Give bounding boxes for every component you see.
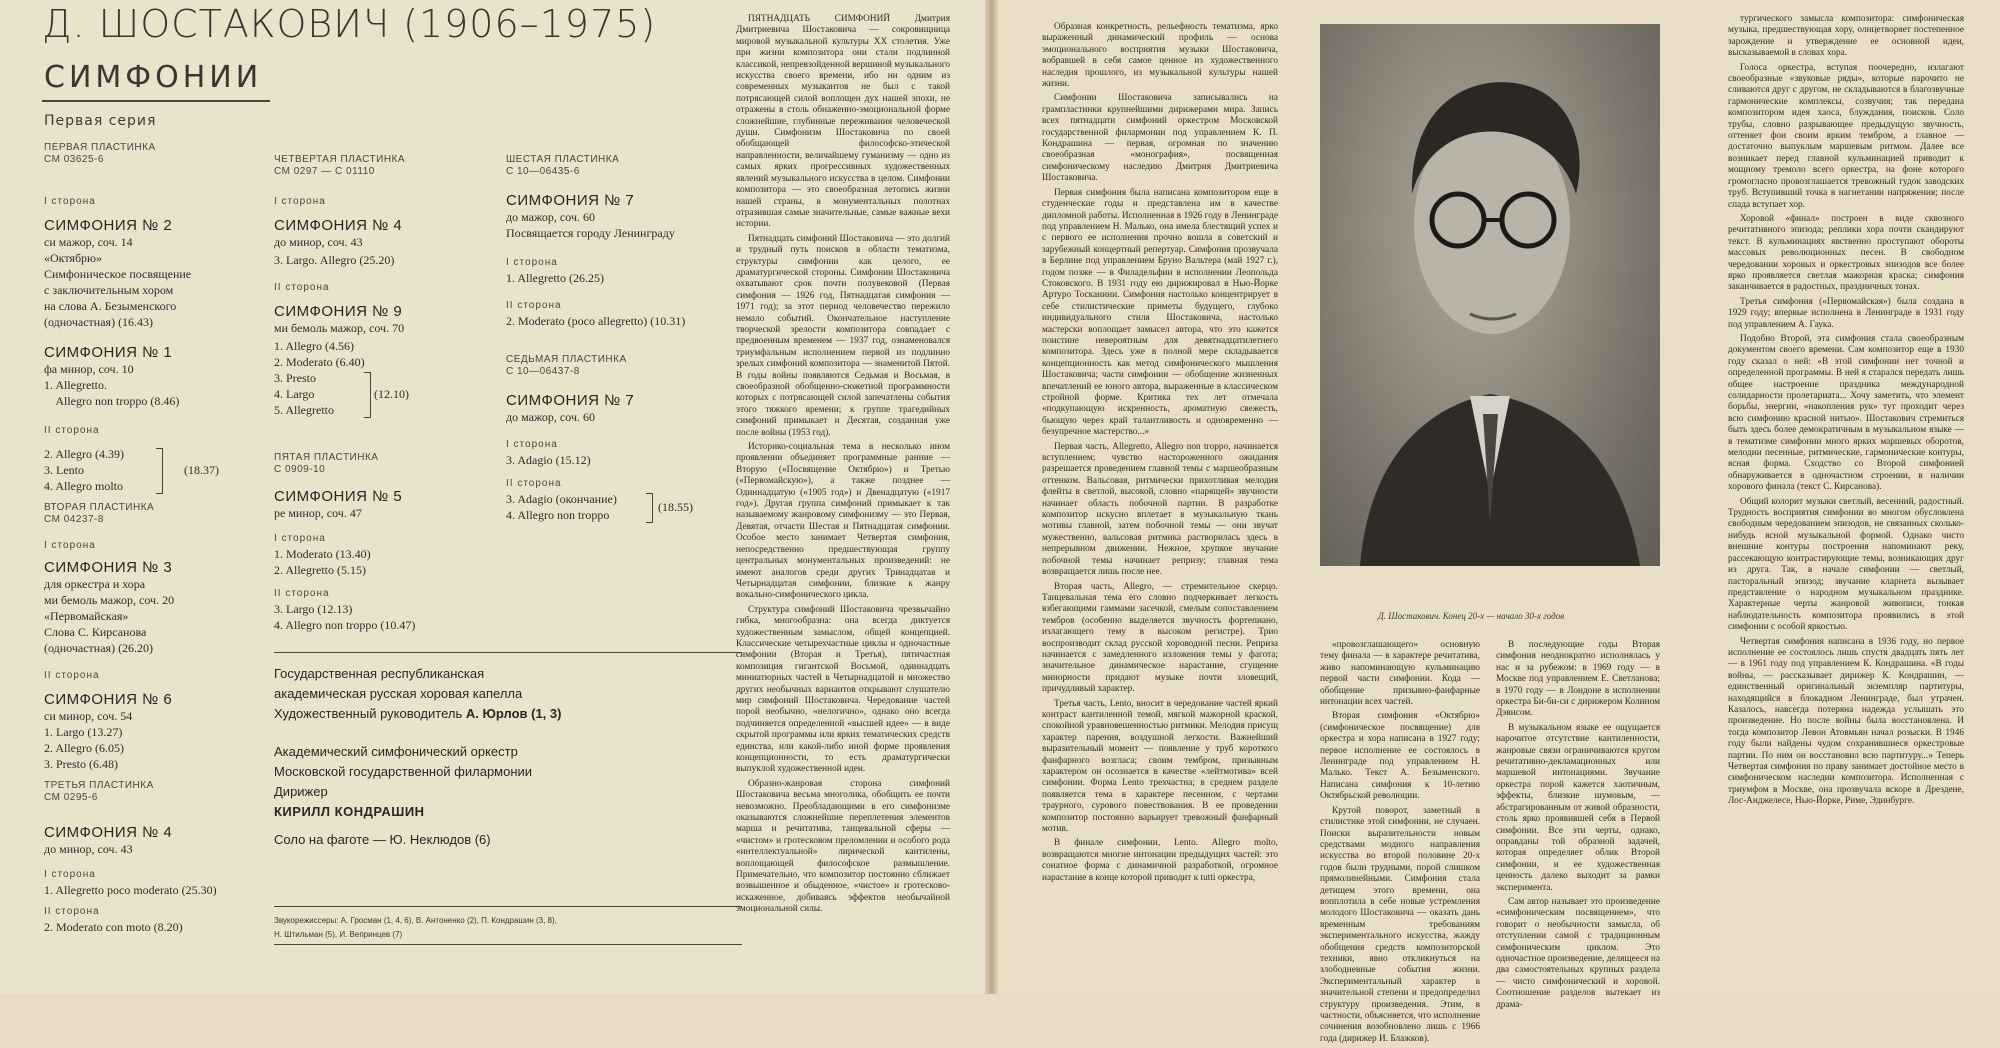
symphony-title: СИМФОНИЯ № 4 [44, 824, 173, 841]
page-subtitle: СИМФОНИИ [44, 60, 263, 95]
sound-engineers: Звукорежиссеры: А. Гросман (1, 4, 6), В. Антоненко (2), П. Кондрашин (3, 8), Н. Штильман (5), И. Вепринцев (7) [274, 916, 557, 939]
symphony-desc: до минор, соч. 43 [274, 235, 363, 249]
performers-rule [274, 652, 742, 653]
plate-label: ВТОРАЯ ПЛАСТИНКА [44, 502, 155, 513]
performers [274, 664, 744, 850]
plate-5 [274, 452, 504, 633]
movement: 4. Allegro non troppo [506, 508, 610, 522]
symphony-title: СИМФОНИЯ № 9 [274, 303, 403, 320]
plate-6 [506, 154, 746, 329]
movement: 3. Presto (6.48) [44, 757, 118, 771]
side-label: I сторона [44, 540, 96, 551]
plate-catalog: СМ 0295-6 [44, 792, 98, 803]
essay-paragraph: Третья часть, Lento, вносит в чередование частей яркий контраст кантиленной темой, мягкой мажорной краской, спокойной уравновешенностью ритмики. Мелодия присущ характер парения, воздушной легкости. Важнейший выразительный момент — появление у труб короткого фанфарного возгласа; своим тембром, призывным характером он осознается в качестве «лейтмотива» всей симфонии. Форма Lento трехчастна; в среднем разделе появляется тема в характере песенном, с чертами траурного, сурового повествования. В ее проведении композитор постоянно варьирует тревожный фанфарный мотив. [1042, 698, 1278, 835]
plate-7 [506, 354, 746, 523]
plate-label: СЕДЬМАЯ ПЛАСТИНКА [506, 354, 627, 365]
symphony-title: СИМФОНИЯ № 7 [506, 392, 635, 409]
portrait-illustration [1320, 24, 1660, 566]
right-page [998, 0, 2000, 1044]
side-label: II сторона [44, 670, 100, 681]
plate-catalog: С 10—06435-6 [506, 166, 580, 177]
plate-1 [44, 142, 284, 494]
movement: 2. Allegro (6.05) [44, 741, 124, 755]
movement: 1. Allegretto poco moderato (25.30) [44, 883, 217, 897]
plate-catalog: С 0909-10 [274, 464, 326, 475]
movement: 2. Moderato con moto (8.20) [44, 920, 183, 934]
conductor-name: КИРИЛЛ КОНДРАШИН [274, 804, 425, 819]
essay-paragraph: Первая часть, Allegretto, Allegro non troppo, начинается вступлением; чувство настороженного ожидания разрешается проведением главной темы с маршеобразным оттенком. Вальсовая, ритмически прихотливая мелодия флейты в светлой, высокой, словно «парящей» звучности начинает область побочной партии. В разработке композитор искусно вплетает в музыкальную ткань мотивы главной, затем побочной темы — они звучат мужественно, вальсовая ритмика растворилась здесь в непрерывном движении. Нежное, хрупкое звучание побочной темы начинает репризу; главная тема возвращается лишь после нее. [1042, 441, 1278, 578]
essay-paragraph: Третья симфония («Первомайская») была создана в 1929 году; впервые исполнена в Ленинграде в 1931 году под управлением А. Гаука. [1728, 296, 1964, 330]
orchestra-name: Академический симфонический оркестр Московской государственной филармонии [274, 744, 533, 779]
symphony-desc: для оркестра и хора ми бемоль мажор, соч. 20 «Первомайская» Слова С. Кирсанова (одночастная) (26.20) [44, 577, 175, 655]
engineers-rule [274, 906, 742, 907]
symphony-desc: си минор, соч. 54 [44, 709, 133, 723]
essay-paragraph: Голоса оркестра, вступая поочередно, излагают своеобразные «звуковые ряды», которые нарочито не сливаются друг с другом, не складываются в благозвучные гармонические комплексы, созвучия; так передана композитором идея хаоса, блуждания, поисков. Соло трубы, словно разрывающее предыдущую звучность, оттеняет фон своим ярким тембром, а главное — достаточно выпуклым маршевым ритмом. Далее все возникает перед главной кульминацией приводит к мощному тремоло всего оркестра, на фоне которого громогласно провозглашается тревожный гудок заводских труб. Вступивший точка в нагнетании напряжения; после спада вступает хор. [1728, 62, 1964, 210]
plate-label: ПЯТАЯ ПЛАСТИНКА [274, 452, 379, 463]
essay-paragraph: тургического замысла композитора: симфоническая музыка, предшествующая хору, олицетворяет постепенное зарождение и утверждение ее основной идеи, высказываемой в словах хора. [1728, 14, 1964, 59]
essay-paragraph: В финале симфонии, Lento. Allegro molto, возвращаются многие интонации предыдущих частей: это сонатное форма с динамичной разработкой, огромное нарастание в конце которой приводит к tutti оркестра, [1042, 838, 1278, 883]
symphony-title: СИМФОНИЯ № 4 [274, 217, 403, 234]
movement: 3. Adagio (окончание) [506, 492, 617, 506]
side-label: I сторона [274, 196, 326, 207]
essay-paragraph: ПЯТНАДЦАТЬ СИМФОНИЙ Дмитрия Дмитриевича Шостаковича — сокровищница мировой музыкальной культуры XX столетия. Уже при жизни композитора они стали подлинной классикой, непревзойденной вершиной музыкального искусства своего времени, ибо ни одним из современных музыкантов не был с такой потрясающей силой воплощен дух нашей эпохи, не отражены в столь обнаженно-эмоциональной форме сложнейшие, глубинные переживания человеческой души. Симфонизм Шостаковича по своей обобщающей философско-этической направленности, величайшему гуманизму — одно из самых ярких прогрессивных художественных явлений музыкального искусства в целом. Симфонии композитора — это своеобразная летопись жизни нашей страны, в монументальных полотнах отразившая самые значительные, самые важные вехи истории. [736, 14, 951, 230]
symphony-title: СИМФОНИЯ № 3 [44, 559, 173, 576]
movement: 4. Allegro molto [44, 479, 123, 493]
choir-director-label: Художественный руководитель [274, 706, 466, 721]
group-time: (12.10) [374, 387, 409, 401]
plate-catalog: С 10—06437-8 [506, 366, 580, 377]
essay-paragraph: В последующие годы Вторая симфония неоднократно исполнялась у нас и за рубежом: в 1969 году — в Москве под управлением Е. Светланова; в 1970 году — в Лондоне в исполнении оркестра Би-би-си с дирижером Колином Дэвисом. [1496, 640, 1660, 719]
plate-label: ЧЕТВЕРТАЯ ПЛАСТИНКА [274, 154, 406, 165]
essay-paragraph: Подобно Второй, эта симфония стала своеобразным документом своего времени. Сам композитор еще в 1930 году сказал о ней: «В этой симфонии нет точной и определенной программы. В ней я старался передать лишь общее настроение праздника международной солидарности пролетариата... Хочу заметить, что элемент борьбы, энергии, «накопления рук» тут проходит через всю симфонию красной нитью». Шостакович стремиться быть здесь более демократичным в музыкальном языке — в тематизме симфонии много ярких маршевых оборотов, мелодии песенные, ритмические, гармонические контуры, ясная форма. Сходство со Второй симфонией обнаруживается в одночастном строении, в наличии хорового финала (текст С. Кирсанова). [1728, 333, 1964, 493]
side-label: II сторона [44, 906, 100, 917]
movement: 3. Largo. Allegro (25.20) [274, 253, 395, 267]
symphony-desc: фа минор, соч. 10 [44, 362, 134, 376]
choir-name: Государственная республиканская академическая русская хоровая капелла [274, 666, 523, 701]
side-label: I сторона [274, 533, 326, 544]
movement: Allegro non troppo (8.46) [44, 394, 180, 408]
essay-column-5 [1728, 14, 1964, 811]
movement: 2. Allegretto (5.15) [274, 563, 366, 577]
plate-label: ТРЕТЬЯ ПЛАСТИНКА [44, 780, 154, 791]
plate-catalog: СМ 0297 — С 01110 [274, 166, 375, 177]
essay-paragraph: Вторая симфония «Октябрю» (симфоническое посвящение) для оркестра и хора написана в 1927 году; первое исполнение ее состоялось в Ленинграде под управлением Н. Малько. Текст А. Безыменского. Написана симфония к 10-летию Октябрьской революции. [1320, 711, 1480, 802]
movement: 3. Adagio (15.12) [506, 453, 591, 467]
essay-paragraph: Хоровой «финал» построен в виде сквозного речитативного эпизода; реплики хора почти скандируют текст. В кульминациях явственно проступают обороты массовых революционных песен. В свободном чередовании хоровых и оркестровых эпизодов все более ярко проявляется светлая мажорная краска; симфония заканчивается в радостных, праздничных тонах. [1728, 213, 1964, 293]
movement: 1. Allegretto (26.25) [506, 271, 604, 285]
group-bracket [156, 448, 163, 494]
essay-paragraph: Первая симфония была написана композитором еще в студенческие годы и представлена им в качестве дипломной работы. Исполненная в 1926 году в Ленинграде под управлением Н. Малько, она имела блестящий успех и с первого ее исполнения прочно вошла в советский и зарубежный концертный репертуар. Симфония прозвучала в Берлине под управлением Бруно Вальтера (май 1927 г.), годом позже — в Филадельфии в исполнении Леопольда Стоковского. В 1931 году ею дирижировал в Нью-Йорке Артуро Тосканини. Симфония настолько концентрирует в себе стилистические приметы будущего, глубоко индивидуального стиля Шостаковича, настолько мастерски воплощает замысел автора, что это кажется поистине невероятным для девятнадцатилетнего композитора. Здесь уже в полной мере складывается концепционность как метод симфонического мышления Шостаковича; части симфонии — обобщение жизненных впечатлений ее юного автора, выраженные в классическом стройной форме. Критика тех лет отмечала «подкупающую искренность, ароматную свежесть, бьющую через край талантливость и одновременно — безупречное мастерство...» [1042, 187, 1278, 438]
symphony-title: СИМФОНИЯ № 7 [506, 192, 635, 209]
plate-label: ПЕРВАЯ ПЛАСТИНКА [44, 142, 156, 153]
soloist: Соло на фаготе — Ю. Неклюдов (6) [274, 832, 491, 847]
side-label: I сторона [506, 257, 558, 268]
bottom-rule [274, 944, 742, 945]
left-page [0, 0, 990, 994]
side-label: II сторона [506, 300, 562, 311]
symphony-desc: си мажор, соч. 14 «Октябрю» Симфоническое посвящение с заключительным хором на слова А. Безыменского (одночастная) (16.43) [44, 235, 192, 329]
side-label: I сторона [44, 196, 96, 207]
essay-column-1 [736, 14, 950, 919]
choir-director: А. Юрлов (1, 3) [465, 706, 562, 721]
essay-paragraph: В музыкальном языке ее ощущается нарочитое отсутствие кантиленности, жанровые связи ограничиваются кругом речитативно-декламационных или маршевой интонациями. Звучание оркестра порой кажется хаотичным, эффекты, близкие шумовым, — абстрагированным от живой образности, столь ярко проявившей себя в Первой симфонии. Все эти черты, однако, оправданы той образной задачей, которая определяет облик Второй симфонии, и ее художественная ценность далеко выходит за рамки эксперимента. [1496, 722, 1660, 893]
group-bracket [646, 493, 653, 523]
movement: 4. Allegro non troppo (10.47) [274, 618, 416, 632]
essay-paragraph: Сам автор называет это произведение «симфоническим посвящением», что говорит о необычности замысла, об отступлении самой с традиционным симфоническим циклом. Это одночастное произведение, делящееся на два самостоятельных крупных раздела — чисто симфонический и хоровой. Соотношение разделов вытекает из драма- [1496, 896, 1660, 1010]
essay-paragraph: Симфонии Шостаковича записывались на грампластинки крупнейшими дирижерами мира. Запись всех пятнадцати симфоний оркестром Московской государственной филармонии под управлением К. П. Кондрашина — первая, огромная по значению своеобразная «монография», посвященная симфоническому наследию Дмитрия Дмитриевича Шостаковича. [1042, 93, 1278, 184]
symphony-title: СИМФОНИЯ № 1 [44, 344, 173, 361]
plate-2 [44, 502, 284, 772]
side-label: II сторона [44, 425, 100, 436]
plate-catalog: СМ 04237-8 [44, 514, 104, 525]
plate-4 [274, 154, 504, 418]
page-title: Д. ШОСТАКОВИЧ (1906–1975) [42, 2, 657, 46]
portrait-photo [1320, 24, 1660, 566]
essay-column-3 [1320, 640, 1480, 1048]
group-time: (18.55) [658, 500, 693, 514]
movement: 3. Largo (12.13) [274, 602, 353, 616]
symphony-title: СИМФОНИЯ № 5 [274, 488, 403, 505]
symphony-title: СИМФОНИЯ № 6 [44, 691, 173, 708]
essay-paragraph: Крутой поворот, заметный в стилистике этой симфонии, не случаен. Поиски выразительности новым средствами модного направления искусства во второй половине 20-х годов были трудными, порой слишком прямолинейными. Симфония стала детищем этого времени, она вопплотила в себе новые устремления молодого Шостаковича — оказать дань временным требованиям экспериментального искусства, жажду обобщения средств композиторской техники, явно откликнуться на злободневные события жизни. Экспериментальный характер в значительной степени и предопределил структуру произведения. Этим, в частности, объясняется, что исполнение сочинения возобновлено лишь с 1966 года (дирижер И. Блажков). [1320, 805, 1480, 1044]
symphony-desc: до мажор, соч. 60 Посвящается городу Ленинграду [506, 210, 675, 240]
essay-paragraph: «провозглашающего» основную тему финала — в характере речитатива, живо напоминающую кульминацию первой части симфонии. Кода — обобщение призывно-фанфарные интонации всех частей. [1320, 640, 1480, 708]
photo-caption: Д. Шостакович. Конец 20-х — начало 30-х годов [1378, 611, 1565, 621]
movement: 3. Presto [274, 371, 316, 385]
essay-paragraph: Четвертая симфония написана в 1936 году, но первое исполнение ее состоялось лишь спустя двадцать пять лет — в 1961 году под управлением К. Кондрашина. «В годы войны, — рассказывает дирижер К. Кондрашин, — единственный оригинальный экземпляр партитуры, находящийся в блокадном Ленинграде, был утрачен. Казалось, навсегда потеряна надежда услышать это произведение. Но после войны была восстановлена. И тогда композитор Левон Атовмьян начал розыски. В 1946 году были найдены чудом сохранившиеся оркестровые партии. По ним он восстановил всю партитуру...» Теперь Четвертая симфония по праву занимает достойное место в симфоническом наследии композитора. Исполненная с триумфом в Москве, она прозвучала вскоре в Дрездене, Лос-Анджелесе, Нью-Йорке, Риме, Эдинбурге. [1728, 636, 1964, 807]
movement: 1. Allegro (4.56) [274, 339, 354, 353]
symphony-desc: до мажор, соч. 60 [506, 410, 595, 424]
movement: 5. Allegretto [274, 403, 334, 417]
series-label: Первая серия [44, 113, 157, 129]
movement: 2. Moderato (6.40) [274, 355, 365, 369]
side-label: II сторона [506, 478, 562, 489]
movement: 1. Largo (13.27) [44, 725, 123, 739]
essay-paragraph: Вторая часть, Allegro, — стремительное скерцо. Танцевальная тема его словно подчеркивает легкость взбегающими гаммами засечкой, смелым сопоставлением тембров (особенно выделяется звучность фортепиано, излагающего тему в высоком регистре). Трио воспроизводит склад русской хороводной песни. Реприза начинается с замедленного изложения темы у фагота; значительное динамическое нарастание, сгущение минорности придают музыке почти зловещий, причудливый характер. [1042, 581, 1278, 695]
essay-paragraph: Образно-жанровая сторона симфоний Шостаковича весьма многолика, обобщить ее почти невозможно. Преобладающими в его симфонизме оказываются сложнейшие переплетения элементов марша и речитатива, танцевальной сферы — «чистом» и гротесковом преломлении и особого рода «интеллектуальной» лирической кантилены, воплощающей философское размышление. Примечательно, что композитор постоянно сближает возвышенное и обыденное, «чистое» и гротесково-искаженное, добиваясь эффектов необычайной эмоциональной силы. [736, 778, 950, 915]
plate-3 [44, 780, 284, 935]
side-label: I сторона [44, 869, 96, 880]
symphony-desc: ре минор, соч. 47 [274, 506, 362, 520]
essay-column-2 [1042, 22, 1278, 887]
movement: 2. Moderato (poco allegretto) (10.31) [506, 314, 686, 328]
movement: 2. Allegro (4.39) [44, 447, 124, 461]
symphony-desc: ми бемоль мажор, соч. 70 [274, 321, 405, 335]
essay-paragraph: Историко-социальная тема в несколько ином проявлении объединяет программные ранние — Вторую («Посвящение Октябрю») и Третью («Первомайскую»), а также позднее — Одиннадцатую («1905 год») и Двенадцатую («1917 год»). Другая группа симфоний примыкает к так называемому жанровому симфонизму — это Первая, Девятая, отчасти Шестая и Пятнадцатая симфонии. Особое место занимает Четвертая симфония, непосредственно предшествующая группу центральных монументальных произведений: не имеют аналогов среди других Тринадцатая и Четырнадцатая симфонии, близкие к жанру вокально-симфонического цикла. [736, 442, 950, 601]
symphony-desc: до минор, соч. 43 [44, 842, 133, 856]
group-time: (18.37) [184, 463, 219, 477]
title-rule [42, 100, 270, 102]
essay-paragraph: Пятнадцать симфоний Шостаковича — это долгий и трудный путь поисков в области тематизма, структуры симфонии как целого, ее драматургической стороны. Симфонии Шостаковича охватывают срок почти полувековой (Первая симфония — 1926 год, Пятнадцатая симфония — 1971 год); за этот период человечество пережило немало событий. Окончательное наступление творческой зрелости композитора совпадает с предвоенным временем — 1937 год, ознаменовался триумфальным исполнением первой из подлинно зрелых симфоний композитора — знаменитой Пятой. В годы войны появляются Седьмая и Восьмая, в своеобразной обобщенно-сюжетной программности которых с потрясающей силой запечатлены события этого тяжкого времени; к группе трагедийных симфоний примыкает и Десятая, созданная уже после войны (1953 год). [736, 233, 950, 438]
movement: 1. Moderato (13.40) [274, 547, 371, 561]
symphony-title: СИМФОНИЯ № 2 [44, 217, 173, 234]
side-label: I сторона [506, 439, 558, 450]
movement: 4. Largo [274, 387, 315, 401]
essay-paragraph: Структура симфоний Шостаковича чрезвычайно гибка, многообразна: она всегда диктуется художественным замыслом, общей концепцией. Классические четырехчастные циклы и одночастные симфонии (Вторая и Третья), пятичастная композиция гигантской Восьмой, одиннадцать миниатюрных частей в Четырнадцатой и множество других необычных вариантов открывают слушателю мир симфоний Шостаковича. Чередование частей порой необычно, «нелогично», однако оно всегда подчиняется определенной «высшей идее» — в виде скрытой программы или ярких тематических средств единства, или какой-либо иной форме проявления концепционности, то есть драматургически выпуклой художественной идеи. [736, 604, 950, 775]
movement: 1. Allegretto. [44, 378, 107, 392]
side-label: II сторона [274, 588, 330, 599]
side-label: II сторона [274, 282, 330, 293]
movement: 3. Lento [44, 463, 84, 477]
essay-paragraph: Общий колорит музыки светлый, весенний, радостный. Трудность восприятия симфонии во многом обусловлена свободным чередованием эпизодов, не связанных сколько-нибудь ясной музыкальной формой. Однако чисто внешние контуры построения напоминают реку, рассекающую контрастирующие темы, возникающих друг из друга. Так, в начале симфонии — светлый, пасторальный эпизод; звучание кларнета вызывает представление о народном музыкальном празднике. Характерные черты жанровой живописи, тонкая наблюдательность композитора проявились в этой симфонии с особой яркостью. [1728, 496, 1964, 633]
essay-column-4 [1496, 640, 1660, 1014]
essay-paragraph: Образная конкретность, рельефность тематизма, ярко выраженный динамический профиль — основа эмоционального восприятия музыки Шостаковича, вобравшей в себя самое ценное из художественного наследия прошлого, из музыкальной культуры нашей жизни. [1042, 22, 1278, 90]
conductor-label: Дирижер [274, 784, 328, 799]
plate-label: ШЕСТАЯ ПЛАСТИНКА [506, 154, 620, 165]
group-bracket [364, 372, 371, 418]
plate-catalog: СМ 03625-6 [44, 154, 104, 165]
